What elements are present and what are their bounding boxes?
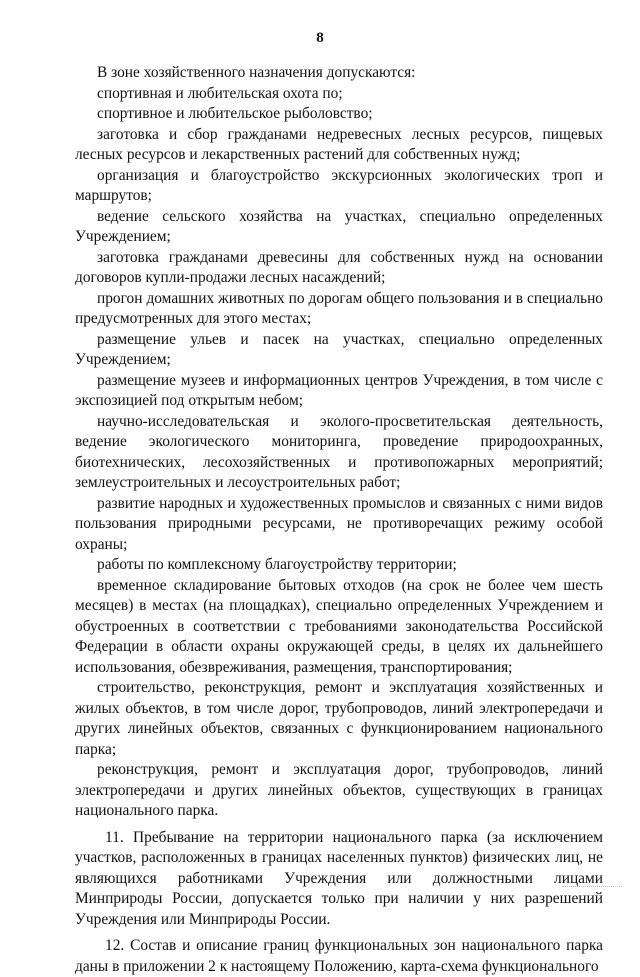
paragraph-item: организация и благоустройство экскурсионных экологических троп и маршрутов; (75, 166, 603, 204)
document-body (75, 63, 603, 977)
paragraph-section-12: 12. Состав и описание границ функциональных зон национального парка даны в приложении 2 к настоящему Положению, карта-схема функционального (75, 937, 603, 975)
page-number: 8 (316, 30, 324, 46)
paragraph-item: временное складирование бытовых отходов (на срок не более чем шесть месяцев) в местах (на площадках), специально определенных Учреждением и обустроенных в соответствии с требованиями законодательства Российской Федерации в области охраны окружающей среды, в целях их дальнейшего использования, обезвреживания, размещения, транспортирования; (75, 576, 603, 676)
paragraph-section-11: 11. Пребывание на территории национального парка (за исключением участков, расположенных в границах населенных пунктов) физических лиц, не являющихся работниками Учреждения или должностными лицами Минприроды России, допускается только при наличии у них разрешений Учреждения или Минприроды России. (75, 828, 603, 928)
paragraph-item: развитие народных и художественных промыслов и связанных с ними видов пользования природными ресурсами, не противоречащих режиму особой охраны; (75, 494, 603, 553)
paragraph-item: прогон домашних животных по дорогам общего пользования и в специально предусмотренных для этого местах; (75, 289, 603, 327)
paragraph-item: заготовка гражданами древесины для собственных нужд на основании договоров купли-продажи лесных насаждений; (75, 248, 603, 286)
paragraph-item: спортивная и любительская охота по; (97, 84, 343, 102)
paragraph-item: реконструкция, ремонт и эксплуатация дорог, трубопроводов, линий электропередачи и других линейных объектов, существующих в границах национального парка. (75, 761, 603, 819)
paragraph-intro: В зоне хозяйственного назначения допускаются: (97, 64, 416, 81)
paragraph-item: размещение музеев и информационных центров Учреждения, в том числе с экспозицией под открытым небом; (75, 371, 603, 409)
scan-artifact-mark (562, 886, 622, 889)
paragraph-item: заготовка и сбор гражданами недревесных лесных ресурсов, пищевых лесных ресурсов и лекарственных растений для собственных нужд; (75, 125, 603, 163)
paragraph-item: размещение ульев и пасек на участках, специально определенных Учреждением; (75, 330, 603, 368)
paragraph-item: спортивное и любительское рыболовство; (97, 105, 373, 122)
paragraph-item: работы по комплексному благоустройству территории; (97, 556, 457, 573)
paragraph-item: ведение сельского хозяйства на участках, специально определенных Учреждением; (75, 207, 603, 245)
paragraph-item: строительство, реконструкция, ремонт и эксплуатация хозяйственных и жилых объектов, в том числе дорог, трубопроводов, линий электропередачи и других линейных объектов, связанных с функционированием национального парка; (75, 679, 603, 758)
paragraph-item: научно-исследовательская и эколого-просветительская деятельность, ведение экологического мониторинга, проведение природоохранных, биотехнических, лесохозяйственных и противопожарных мероприятий; землеустроительных и лесоустроительных работ; (75, 412, 603, 491)
